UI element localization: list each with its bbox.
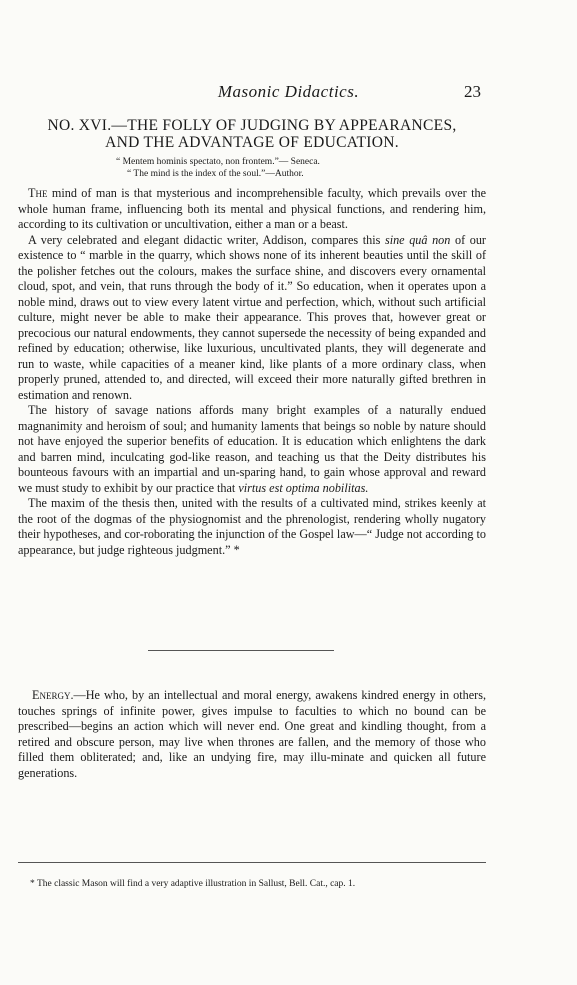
paragraph-1-lead: The (28, 186, 48, 200)
paragraph-2-text-a: A very celebrated and elegant didactic writer, Addison, compares this (28, 232, 385, 247)
page-number: 23 (464, 82, 481, 101)
energy-section (18, 688, 486, 781)
energy-lead: Energy. (32, 688, 74, 702)
paragraph-2-text-b: of our existence to “ marble in the quarry, which shows none of its inherent beauties until the skill of the polisher fetches out the colours, makes the surface shine, and discovers every ornamental cloud, spot, and vein, that runs through the body of it.” So education, when it operates upon a noble mind, draws out to view every latent virtue and perfection, which, without such artificial culture, might never be able to make their appearance. This proves that, however great or precocious our natural endowments, they cannot supersede the necessity of being expanded and refined by education; otherwise, like luxurious, uncultivated plants, they will degenerate and run to waste, while capacities of a meaner kind, like plants of a more ordinary class, when properly pruned, attended to, and directed, will exceed their more naturally gifted brethren in estimation and renown. (18, 232, 486, 402)
paragraph-3-text: The history of savage nations affords many bright examples of a naturally endued magnanimity and heroism of soul; and humanity laments that beings so noble by nature should not have enjoyed the superior benefits of education. It is education which enlightens the dark and barren mind, inculcating god-like reason, and teaching us that the Deity distributes his bounteous favours with an impartial and un-sparing hand, to gain whose approval and reward we must study to exhibit by our practice that (18, 403, 486, 495)
article-body (18, 186, 486, 558)
article-title-line-2: AND THE ADVANTAGE OF EDUCATION. (105, 134, 399, 151)
paragraph-2-italic: sine quâ non (384, 232, 451, 247)
paragraph-3 (18, 403, 486, 496)
running-head (0, 82, 577, 106)
footnote: * The classic Mason will find a very adaptive illustration in Sallust, Bell. Cat., cap. 1. (30, 879, 356, 889)
section-divider (148, 650, 334, 651)
running-title: Masonic Didactics. (217, 82, 360, 101)
epigraph-author: “ The mind is the index of the soul.”—Author. (127, 169, 304, 179)
paragraph-4: The maxim of the thesis then, united with the results of a cultivated mind, strikes keenly at the root of the dogmas of the physiognomist and the phrenologist, rendering wholly nugatory their hypotheses, and cor-roborating the injunction of the Gospel law—“ Judge not according to appearance, but judge righteous judgment.” * (18, 496, 486, 557)
paragraph-3-italic: virtus est optima nobilitas. (238, 480, 369, 495)
paragraph-1 (18, 186, 486, 233)
footnote-rule (18, 862, 486, 863)
paragraph-1-text: mind of man is that mysterious and incomprehensible faculty, which prevails over the whole human frame, influencing both its mental and physical functions, and rendering him, according to its cultivation or uncultivation, either a man or a beast. (18, 186, 486, 231)
article-title-line-1: NO. XVI.—THE FOLLY OF JUDGING BY APPEARANCES, (47, 117, 457, 134)
paragraph-2 (18, 233, 486, 404)
article-title (18, 117, 486, 151)
energy-text: —He who, by an intellectual and moral energy, awakens kindred energy in others, touches springs of infinite power, gives impulse to faculties to which no bound can be prescribed—begins an action which will never end. One great and kindling thought, from a retired and obscure person, may live when thrones are fallen, and the memory of those who filled them obliterated; and, like an undying fire, may illu-minate and quicken all future generations. (18, 688, 486, 780)
epigraph-seneca: “ Mentem hominis spectato, non frontem.”— Seneca. (116, 157, 320, 167)
epigraphs (100, 156, 480, 180)
energy-paragraph (18, 688, 486, 781)
